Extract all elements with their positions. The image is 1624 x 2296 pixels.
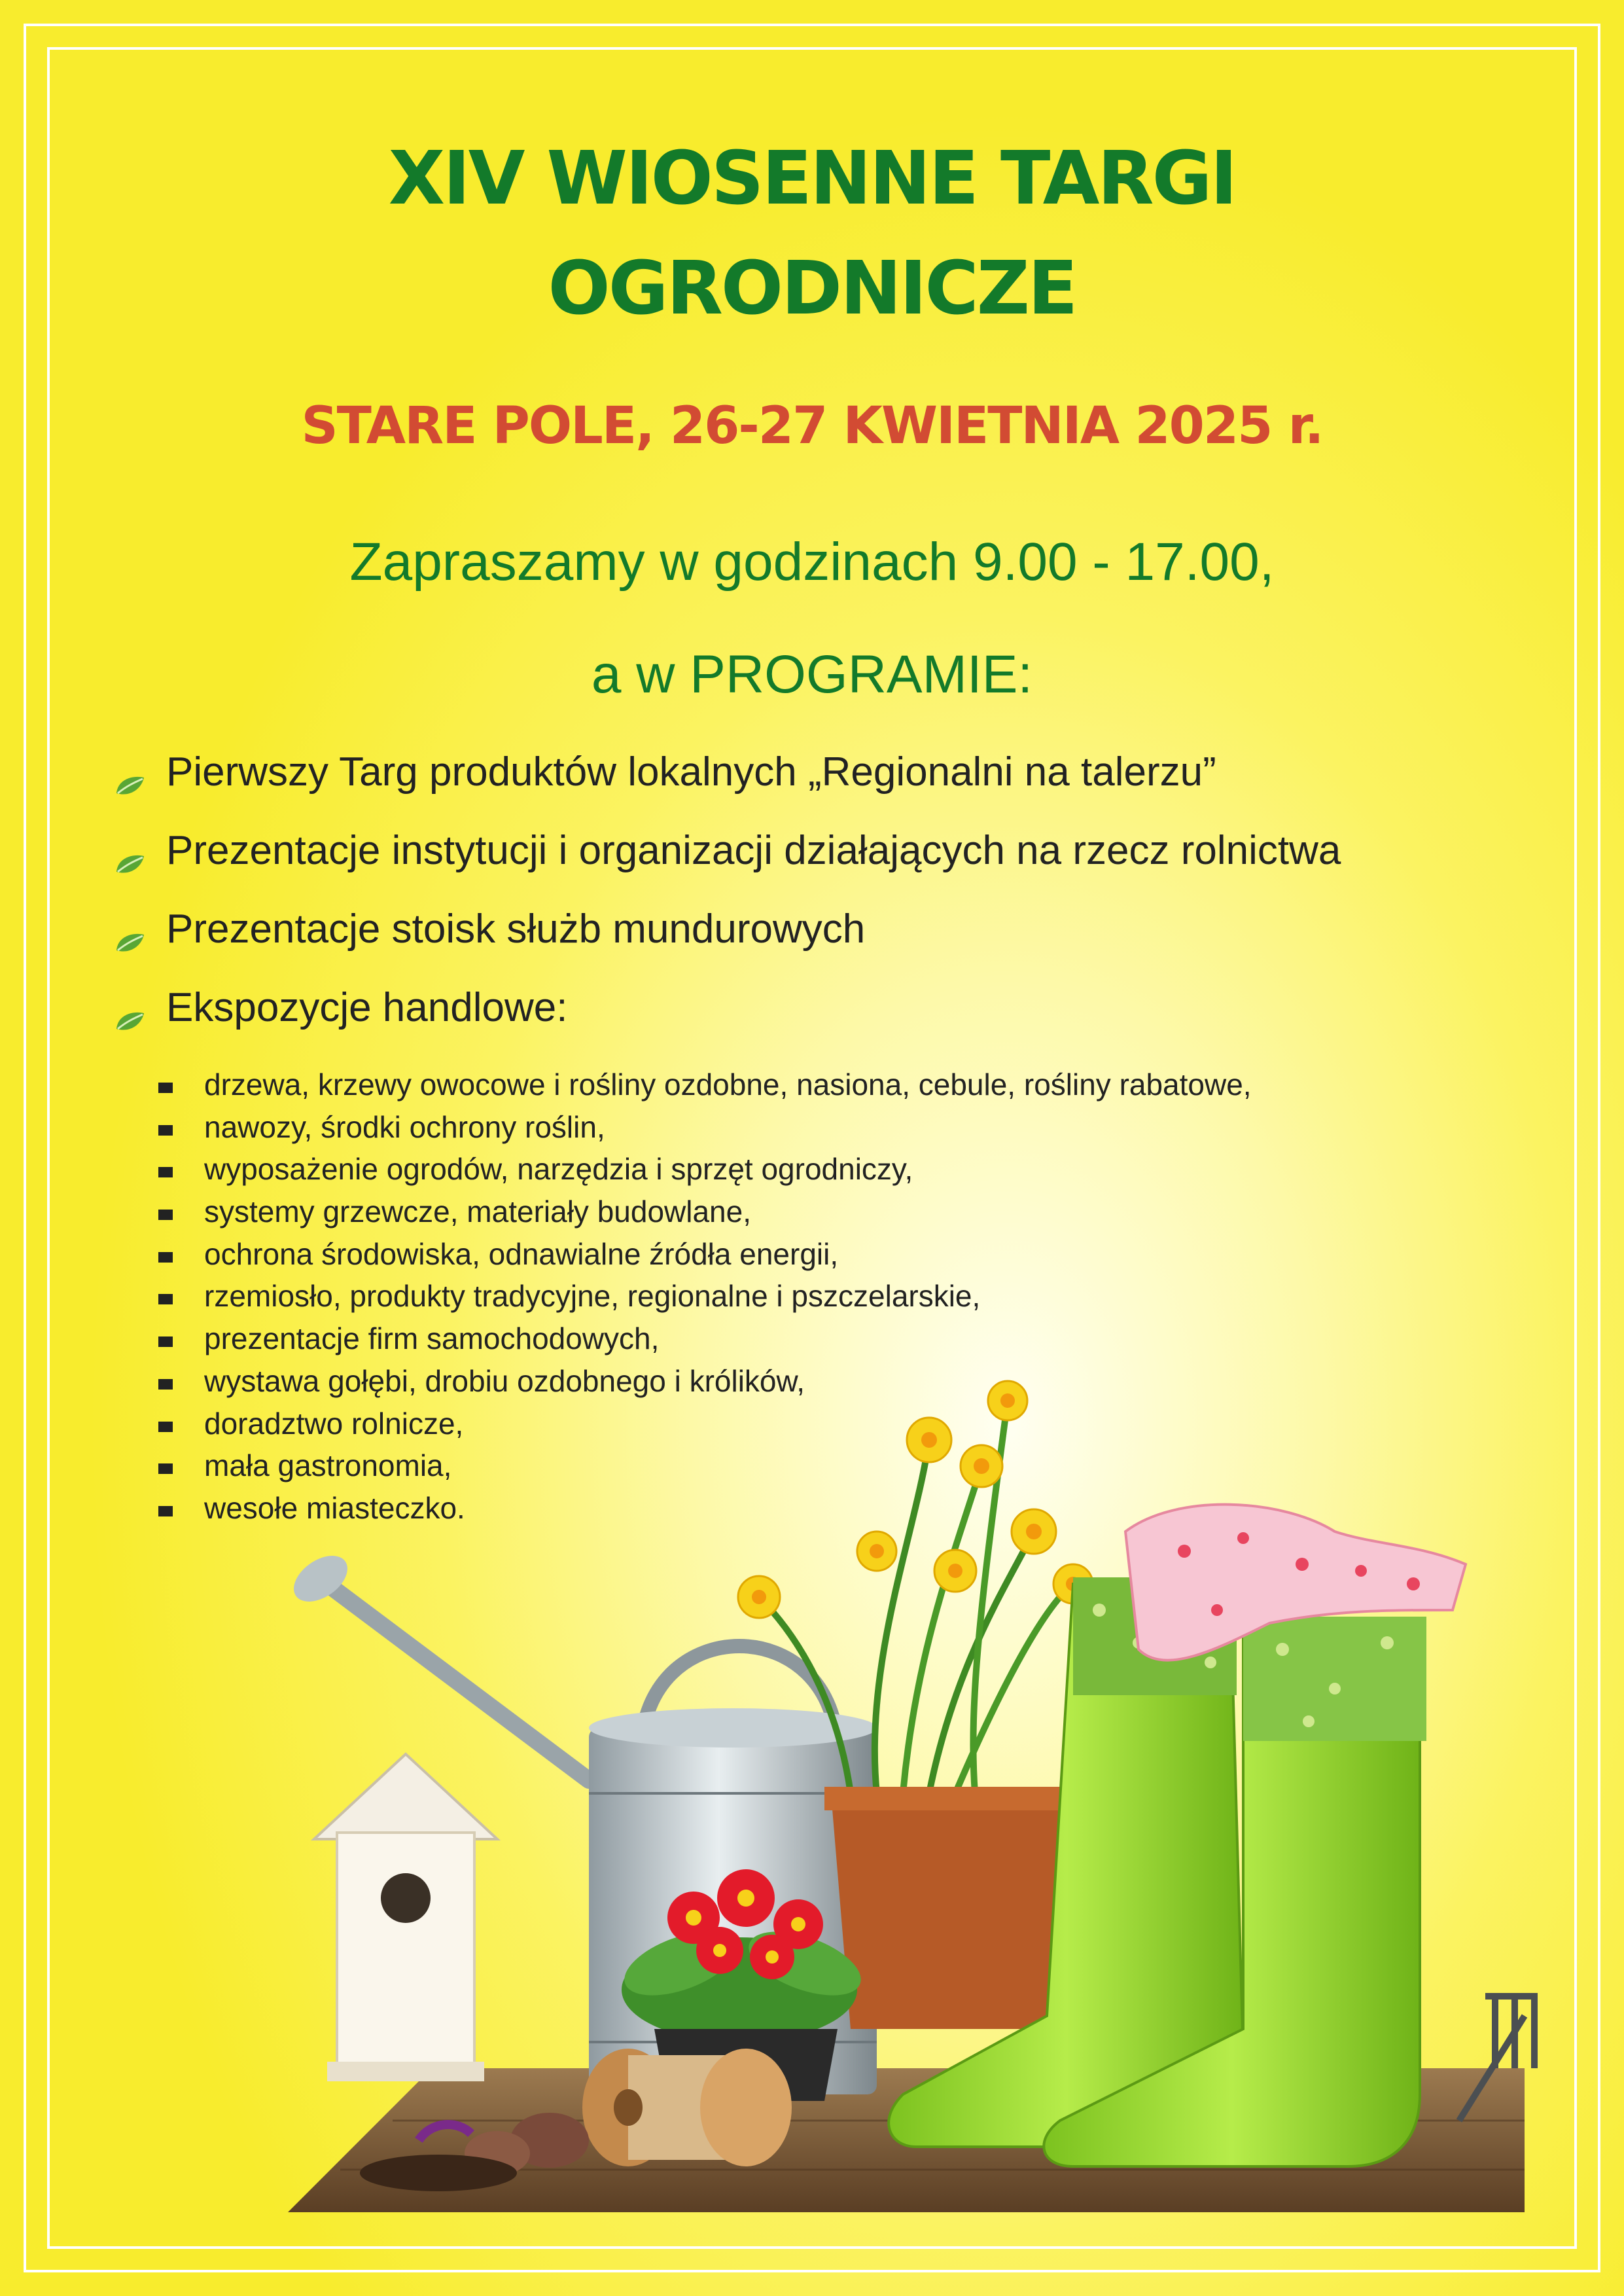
exhibition-item-text: wyposażenie ogrodów, narzędzia i sprzęt ogrodniczy, — [204, 1152, 913, 1187]
programme-heading: a w PROGRAMIE: — [591, 645, 1033, 704]
leaf-icon — [114, 774, 147, 798]
programme-item — [111, 825, 1538, 903]
programme-item — [111, 903, 1538, 982]
square-bullet-icon — [158, 1167, 173, 1177]
exhibition-item-text: prezentacje firm samochodowych, — [204, 1321, 660, 1356]
exhibition-item-text: mała gastronomia, — [204, 1448, 452, 1483]
programme-list — [111, 746, 1538, 1060]
square-bullet-icon — [158, 1210, 173, 1220]
exhibition-item — [149, 1194, 1523, 1236]
square-bullet-icon — [158, 1125, 173, 1136]
title-line-2: OGRODNICZE — [548, 246, 1076, 331]
programme-item — [111, 982, 1538, 1060]
exhibition-item-text: nawozy, środki ochrony roślin, — [204, 1109, 605, 1144]
exhibition-item — [149, 1236, 1523, 1279]
opening-hours: Zapraszamy w godzinach 9.00 - 17.00, — [349, 532, 1275, 592]
event-location-date: STARE POLE, 26-27 KWIETNIA 2025 r. — [301, 397, 1323, 456]
exhibition-item — [149, 1151, 1523, 1194]
square-bullet-icon — [158, 1252, 173, 1263]
exhibition-item-text: ochrona środowiska, odnawialne źródła energii, — [204, 1236, 839, 1271]
square-bullet-icon — [158, 1506, 173, 1516]
exhibition-item-text: rzemiosło, produkty tradycyjne, regionalne i pszczelarskie, — [204, 1279, 981, 1314]
exhibition-item-text: drzewa, krzewy owocowe i rośliny ozdobne, nasiona, cebule, rośliny rabatowe, — [204, 1067, 1252, 1102]
square-bullet-icon — [158, 1083, 173, 1093]
exhibition-item-text: systemy grzewcze, materiały budowlane, — [204, 1194, 751, 1229]
garden-illustration — [222, 1335, 1564, 2238]
square-bullet-icon — [158, 1463, 173, 1474]
square-bullet-icon — [158, 1294, 173, 1304]
twine-spool — [582, 2049, 792, 2166]
exhibition-item — [149, 1067, 1523, 1109]
title-line-1: XIV WIOSENNE TARGI — [388, 136, 1236, 221]
programme-item-text: Prezentacje stoisk służb mundurowych — [166, 906, 866, 952]
programme-item-text: Prezentacje instytucji i organizacji działających na rzecz rolnictwa — [166, 828, 1341, 873]
exhibition-item — [149, 1278, 1523, 1321]
leaf-icon — [114, 1009, 147, 1034]
exhibition-item-text: doradztwo rolnicze, — [204, 1406, 464, 1441]
square-bullet-icon — [158, 1336, 173, 1347]
programme-item — [111, 746, 1538, 825]
leaf-icon — [114, 931, 147, 956]
programme-item-text: Ekspozycje handlowe: — [166, 985, 568, 1030]
exhibition-item-text: wesołe miasteczko. — [204, 1490, 465, 1525]
exhibition-item — [149, 1109, 1523, 1152]
square-bullet-icon — [158, 1379, 173, 1390]
leaf-icon — [114, 852, 147, 877]
square-bullet-icon — [158, 1422, 173, 1432]
programme-item-text: Pierwszy Targ produktów lokalnych „Regionalni na talerzu” — [166, 749, 1216, 795]
birdhouse — [314, 1754, 497, 2081]
exhibition-item-text: wystawa gołębi, drobiu ozdobnego i królików, — [204, 1363, 805, 1398]
